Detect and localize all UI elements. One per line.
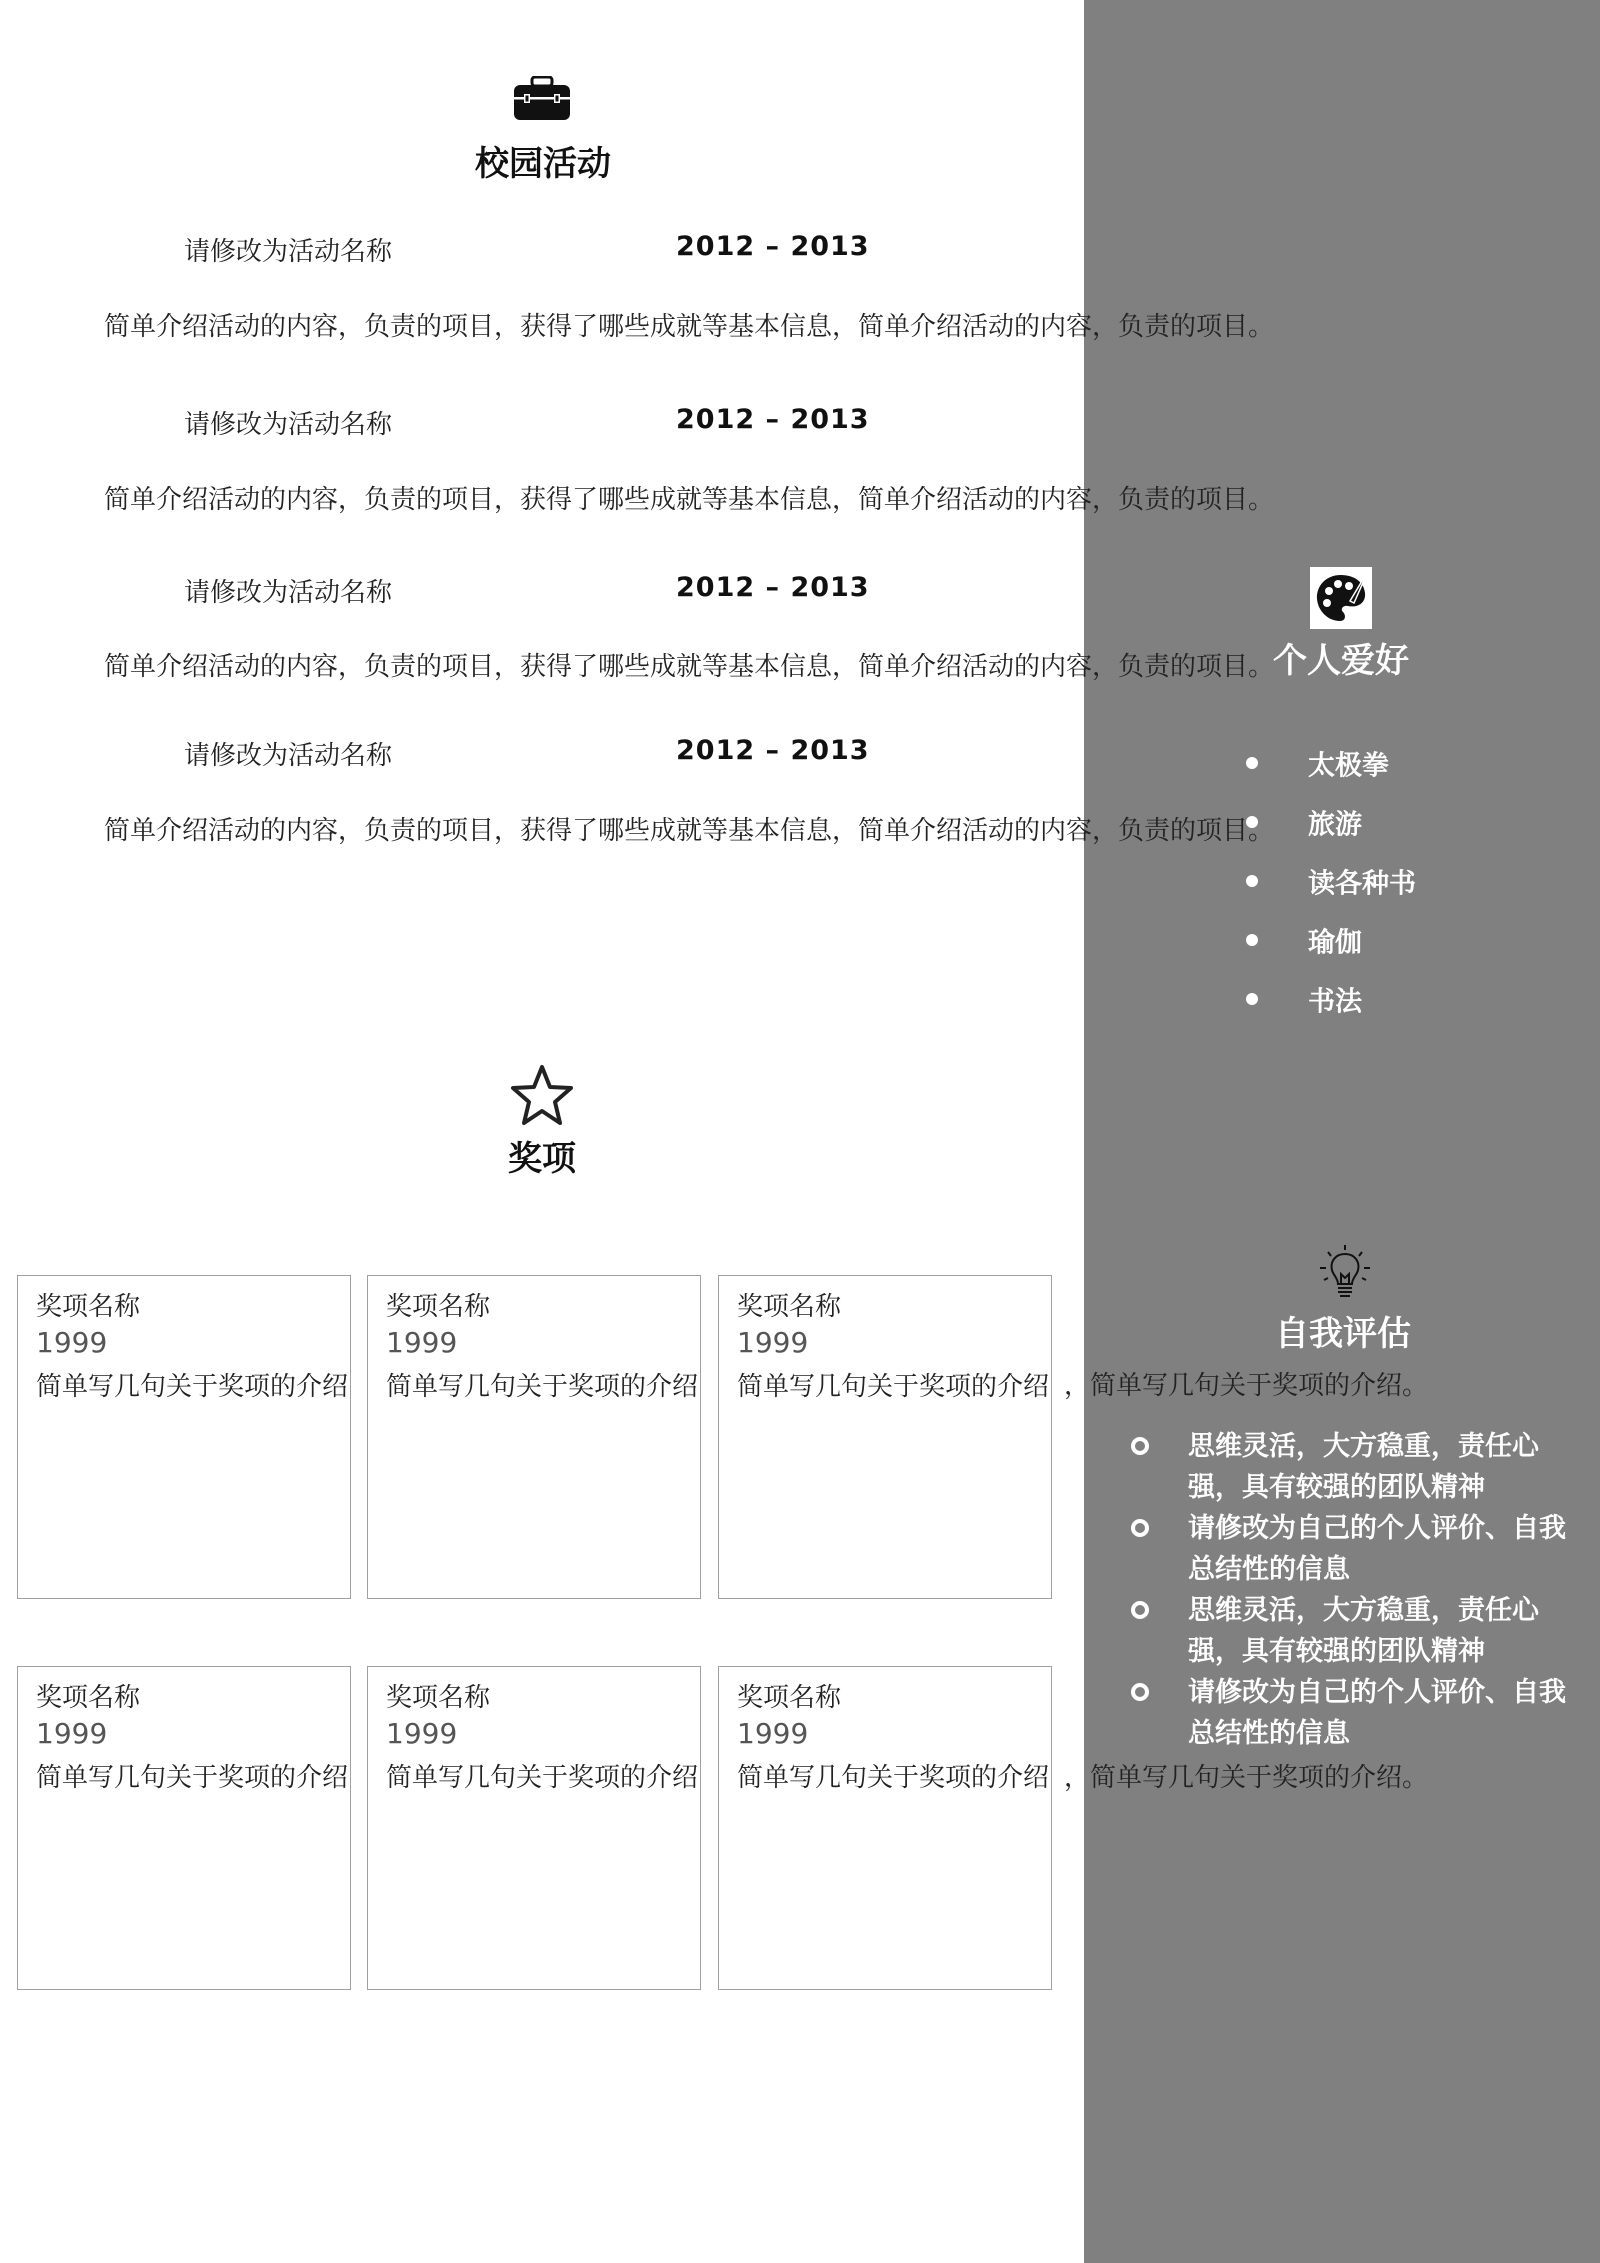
award-card (367, 1275, 701, 1599)
self-eval-text: 思维灵活，大方稳重，责任心强，具有较强的团队精神 (1188, 1431, 1539, 1503)
hobbies-title: 个人爱好 (1273, 641, 1409, 681)
activities-title: 校园活动 (475, 144, 611, 184)
hobby-label: 太极拳 (1308, 750, 1389, 782)
hobby-label: 书法 (1308, 986, 1362, 1018)
award-year: 1999 (386, 1326, 458, 1359)
award-name: 奖项名称 (386, 1683, 491, 1713)
award-desc: 简单写几句关于奖项的介绍 (737, 1372, 1050, 1402)
lightbulb-icon (1314, 1244, 1376, 1306)
award-year: 1999 (737, 1326, 809, 1359)
bullet-icon (1246, 757, 1258, 769)
self-eval-item (1140, 1426, 1560, 1508)
self-eval-item (1140, 1590, 1560, 1672)
awards-title: 奖项 (508, 1139, 576, 1179)
bullet-icon (1131, 1601, 1149, 1619)
award-desc: 简单写几句关于奖项的介绍 (737, 1763, 1050, 1793)
bullet-icon (1131, 1683, 1149, 1701)
activity-year: 2012 – 2013 (676, 404, 870, 435)
award-card (17, 1666, 351, 1990)
bullet-icon (1246, 934, 1258, 946)
award-name: 奖项名称 (386, 1292, 491, 1322)
award-year: 1999 (386, 1717, 458, 1750)
bullet-icon (1131, 1519, 1149, 1537)
activity-name: 请修改为活动名称 (184, 741, 393, 771)
hobby-label: 旅游 (1308, 809, 1362, 841)
award-desc: 简单写几句关于奖项的介绍 (36, 1763, 349, 1793)
award-desc-overflow: ，简单写几句关于奖项的介绍。 (1064, 1371, 1429, 1401)
award-card (718, 1275, 1052, 1599)
hobby-label: 读各种书 (1308, 868, 1416, 900)
palette-icon (1310, 567, 1372, 629)
bullet-icon (1246, 993, 1258, 1005)
bullet-icon (1246, 875, 1258, 887)
activity-year: 2012 – 2013 (676, 231, 870, 262)
award-name: 奖项名称 (737, 1292, 842, 1322)
award-card (718, 1666, 1052, 1990)
hobby-label: 瑜伽 (1308, 927, 1362, 959)
self-eval-title: 自我评估 (1275, 1314, 1411, 1354)
activity-name: 请修改为活动名称 (184, 237, 393, 267)
award-year: 1999 (36, 1326, 108, 1359)
self-eval-text: 请修改为自己的个人评价、自我总结性的信息 (1188, 1677, 1566, 1749)
activity-desc: 简单介绍活动的内容，负责的项目，获得了哪些成就等基本信息，简单介绍活动的内容，负责的项目。 (104, 816, 1275, 846)
star-icon (510, 1064, 574, 1126)
self-eval-item (1140, 1508, 1566, 1590)
activity-name: 请修改为活动名称 (184, 578, 393, 608)
award-card (17, 1275, 351, 1599)
briefcase-icon (512, 76, 572, 122)
award-desc-overflow: ，简单写几句关于奖项的介绍。 (1064, 1763, 1429, 1793)
activity-year: 2012 – 2013 (676, 735, 870, 766)
activity-desc: 简单介绍活动的内容，负责的项目，获得了哪些成就等基本信息，简单介绍活动的内容，负责的项目。 (104, 312, 1275, 342)
activity-desc: 简单介绍活动的内容，负责的项目，获得了哪些成就等基本信息，简单介绍活动的内容，负责的项目。 (104, 652, 1275, 682)
award-desc: 简单写几句关于奖项的介绍 (36, 1372, 349, 1402)
award-name: 奖项名称 (36, 1292, 141, 1322)
award-desc: 简单写几句关于奖项的介绍 (386, 1372, 699, 1402)
award-name: 奖项名称 (36, 1683, 141, 1713)
award-card (367, 1666, 701, 1990)
award-desc: 简单写几句关于奖项的介绍 (386, 1763, 699, 1793)
activity-year: 2012 – 2013 (676, 572, 870, 603)
bullet-icon (1131, 1437, 1149, 1455)
self-eval-item (1140, 1672, 1566, 1754)
activity-name: 请修改为活动名称 (184, 410, 393, 440)
self-eval-text: 思维灵活，大方稳重，责任心强，具有较强的团队精神 (1188, 1595, 1539, 1667)
activity-desc: 简单介绍活动的内容，负责的项目，获得了哪些成就等基本信息，简单介绍活动的内容，负责的项目。 (104, 485, 1275, 515)
award-name: 奖项名称 (737, 1683, 842, 1713)
award-year: 1999 (737, 1717, 809, 1750)
award-year: 1999 (36, 1717, 108, 1750)
self-eval-text: 请修改为自己的个人评价、自我总结性的信息 (1188, 1513, 1566, 1585)
